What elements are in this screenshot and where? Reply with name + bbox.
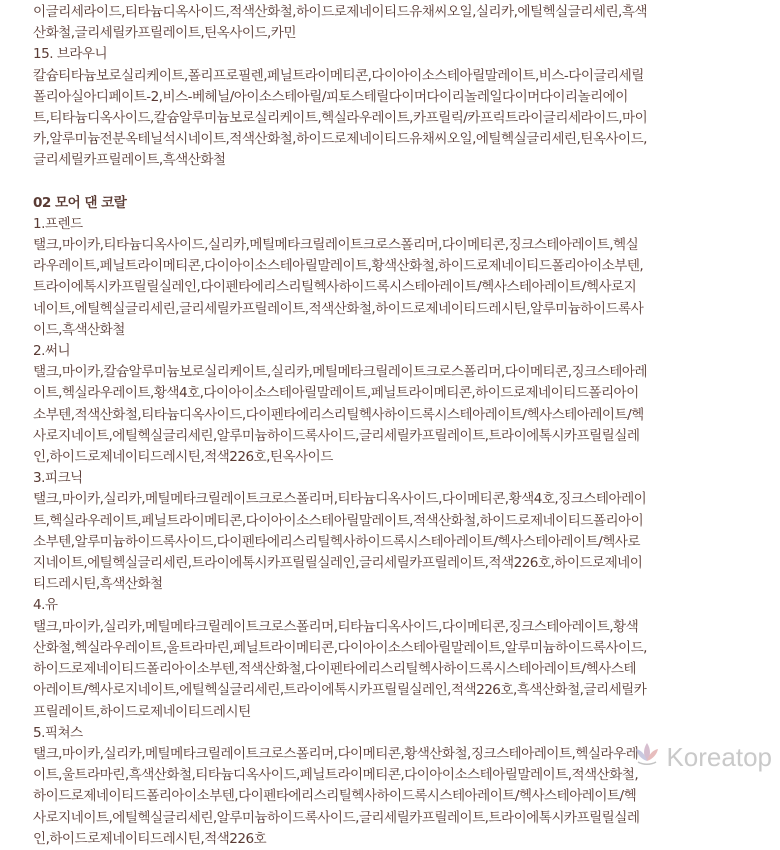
continued-ingredient-list [33,2,768,44]
shade-ingredients-sunny [33,362,768,468]
text-line: 하이드로제네이티드폴리아이소부텐,적색산화철,다이펜타에리스리틸헥사하이드록시스테아레이트/헥사스테 [33,661,636,678]
text-line: 인,하이드로제네이티드레시틴,적색226호,틴옥사이드 [33,449,333,466]
text-line: 탤크,마이카,티타늄디옥사이드,실리카,메틸메타크릴레이트크로스폴리머,다이메티콘,징크스테아레이트,헥실 [33,237,639,254]
text-line: 이드,흑색산화철 [33,321,125,338]
lotus-logo-icon [632,739,662,776]
text-line: 소부텐,알루미늄하이드록사이드,다이펜타에리스리틸헥사하이드록시스테아레이트/헥사스테아레이트/헥사로 [33,533,640,550]
text-line: 사로지네이트,에틸헥실글리세린,알루미늄하이드록사이드,글리세릴카프릴레이트,트라이에톡시카프릴릴실레 [33,809,640,826]
text-line: 이트,헥실라우레이트,황색4호,다이아이소스테아릴말레이트,페닐트라이메티콘,하이드로제네이티드폴리아이 [33,385,639,402]
text-line: 이글리세라이드,티타늄디옥사이드,적색산화철,하이드로제네이티드유채씨오일,실리카,에틸헥실글리세린,흑색 [33,4,647,20]
text-line: 이트,울트라마린,흑색산화철,티타늄디옥사이드,페닐트라이메티콘,다이아이소스테아릴말레이트,적색산화철, [33,767,639,784]
section-title: 02 모어 댄 코랄 [33,194,127,211]
shade-title-pictures: 5.픽쳐스 [33,724,83,741]
text-line: 인,하이드로제네이티드레시틴,적색226호 [33,830,267,847]
text-line: 산화철,글리세릴카프릴레이트,틴옥사이드,카민 [33,25,296,42]
shade-title-friend: 1.프렌드 [33,215,83,232]
text-line: 소부텐,적색산화철,티타늄디옥사이드,다이펜타에리스리틸헥사하이드록시스테아레이트/헥사스테아레이트/헥 [33,406,644,423]
shade-title-you: 4.유 [33,597,58,614]
text-line: 글리세릴카프릴레이트,흑색산화철 [33,152,226,169]
text-line: 트라이에톡시카프릴릴실레인,다이펜타에리스리틸헥사하이드록시스테아레이트/헥사스테아레이트/헥사로지 [33,279,637,296]
text-line: 아레이트/헥사로지네이트,에틸헥실글리세린,트라이에톡시카프릴릴실레인,적색226호,흑색산화철,글리세릴카 [33,682,647,699]
text-line: 사로지네이트,에틸헥실글리세린,알루미늄하이드록사이드,글리세릴카프릴레이트,트라이에톡시카프릴릴실레 [33,427,640,444]
shade-ingredients-you [33,617,768,723]
shade-title-sunny: 2.써니 [33,343,71,360]
text-line: 하이드로제네이티드폴리아이소부텐,다이펜타에리스리틸헥사하이드록시스테아레이트/헥사스테아레이트/헥 [33,788,637,805]
shade-ingredients-brownie [33,66,768,172]
watermark-text: Koreatop [666,742,772,772]
text-line: 카,알루미늄전분옥테닐석시네이트,적색산화철,하이드로제네이티드유채씨오일,에틸헥실글리세린,틴옥사이드, [33,131,647,148]
shade-title-brownie: 15. 브라우니 [33,46,108,63]
text-line: 티드레시틴,흑색산화철 [33,576,163,593]
text-line: 지네이트,에틸헥실글리세린,트라이에톡시카프릴릴실레인,글리세릴카프릴레이트,적색226호,하이드로제네이 [33,555,643,572]
text-line: 네이트,에틸헥실글리세린,글리세릴카프릴레이트,적색산화철,하이드로제네이티드레시틴,알루미늄하이드록사 [33,300,644,317]
text-line: 탤크,마이카,칼슘알루미늄보로실리케이트,실리카,메틸메타크릴레이트크로스폴리머,다이메티콘,징크스테아레 [33,364,647,381]
text-line: 산화철,헥실라우레이트,울트라마린,페닐트라이메티콘,다이아이소스테아릴말레이트,알루미늄하이드록사이드, [33,639,647,656]
text-line: 칼슘티타늄보로실리케이트,폴리프로필렌,페닐트라이메티콘,다이아이소스테아릴말레이트,비스-다이글리세릴 [33,67,644,84]
text-line: 탤크,마이카,실리카,메틸메타크릴레이트크로스폴리머,티타늄디옥사이드,다이메티콘,징크스테아레이트,황색 [33,618,639,635]
text-line: 라우레이트,페닐트라이메티콘,다이아이소스테아릴말레이트,황색산화철,하이드로제네이티드폴리아이소부텐, [33,258,644,275]
text-line: 탤크,마이카,실리카,메틸메타크릴레이트크로스폴리머,다이메티콘,황색산화철,징크스테아레이트,헥실라우레 [33,745,639,762]
shade-ingredients-picnic [33,489,768,595]
shade-ingredients-friend [33,235,768,341]
shade-title-picnic: 3.피크닉 [33,470,83,487]
text-line: 탤크,마이카,실리카,메틸메타크릴레이트크로스폴리머,티타늄디옥사이드,다이메티콘,황색4호,징크스테아레이 [33,491,647,508]
watermark [632,739,772,776]
ingredients-document [33,2,768,850]
text-line: 폴리아실아디페이트-2,비스-베헤닐/아이소스테아릴/피토스테릴다이머다이리놀레일다이머다이리놀리에이 [33,88,628,105]
text-line: 트,티타늄디옥사이드,칼슘알루미늄보로실리케이트,헥실라우레이트,카프릴릭/카프릭트라이글리세라이드,마이 [33,110,648,127]
text-line: 프릴레이트,하이드로제네이티드레시틴 [33,703,251,720]
text-line: 트,헥실라우레이트,페닐트라이메티콘,다이아이소스테아릴말레이트,적색산화철,하이드로제네이티드폴리아이 [33,512,644,529]
